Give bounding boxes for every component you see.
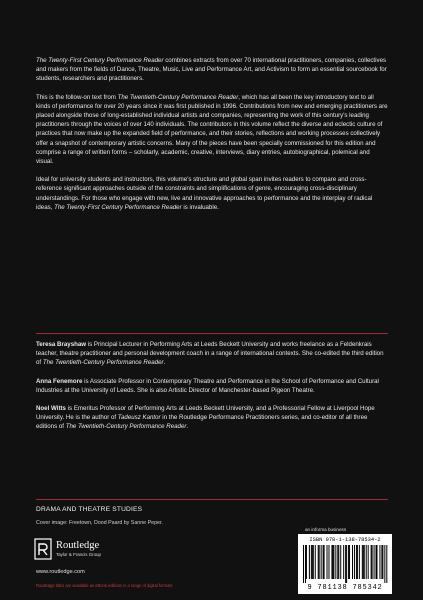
barcode-bar xyxy=(382,545,383,579)
barcode-digits: 9 781138 785342 xyxy=(307,584,383,592)
barcode-bar xyxy=(311,545,312,579)
barcode-bar xyxy=(364,545,365,579)
barcode-bar xyxy=(348,545,349,579)
book-title: The Twenty-First Century Performance Reader xyxy=(36,57,164,64)
routledge-logo-icon xyxy=(34,538,52,560)
barcode-bar xyxy=(366,545,367,579)
subject-category: DRAMA AND THEATRE STUDIES xyxy=(36,506,143,513)
barcode-bar xyxy=(346,545,347,583)
publisher-website: www.routledge.com xyxy=(36,569,85,575)
barcode-bar xyxy=(376,545,377,579)
barcode-bar xyxy=(363,545,364,579)
bio-text: is Principal Lecturer in Performing Arts at Leeds Beckett University and works freelance as a Feldenkrais teacher, theatre practitioner and personal development coach in a range of international contexts. She co-edited the third edition of xyxy=(36,341,384,367)
barcode-bar xyxy=(371,545,372,579)
barcode-bar xyxy=(305,545,306,583)
barcode-bar xyxy=(306,545,307,579)
publisher-logo xyxy=(34,538,154,568)
barcode-bar xyxy=(309,545,310,579)
barcode-bar xyxy=(318,545,319,579)
blurb-text: combines extracts from over 70 international practitioners, companies, collectives and makers from the fields of Dance, Theatre, Music, Live and Performance Art, and Activism to form an essential sourcebook for students, researchers and practitioners. xyxy=(36,57,387,83)
barcode-bar xyxy=(349,545,350,579)
barcode-bar xyxy=(386,545,387,583)
publisher-name: Routledge xyxy=(56,540,100,551)
blurb-text: , which has all been the key introductory text to all kinds of performance for over 20 years since it was first published in 1996. Contributions from new and emerging practitioners are placed alongside those of long-established individual artists and companies, representing the work of this century's leading practitioners through the voices of over 140 individuals. The contributors in this volume reflect the diverse and eclectic culture of practices that now make up the expanded field of performance, and their stories, reflections and working processes collectively offer a snapshot of contemporary artistic concerns. Many of the pieces have been specially commissioned for this edition and comprise a range of written forms – scholarly, academic, creative, interviews, diary entries, autobiographical, polemical and visual. xyxy=(36,93,388,166)
barcode-bar xyxy=(356,545,357,579)
bio-noel-witts xyxy=(36,404,388,432)
barcode-bar xyxy=(354,545,355,579)
barcode-bar xyxy=(315,545,316,579)
blurb xyxy=(36,56,388,221)
bio-text: . xyxy=(163,359,166,367)
blurb-text: This is the follow-on text from xyxy=(36,93,118,101)
author-name: Noel Witts xyxy=(36,405,66,413)
author-bios xyxy=(36,340,388,441)
barcode-bar xyxy=(312,545,313,579)
barcode-bar xyxy=(362,545,363,579)
blurb-text: Ideal for university students and instructors, this volume's structure and global span invites readers to compare and cross-reference significant approaches outside of the constraints and simplifications of genre, encouraging cross-disciplinary understandings. For those who engage with new, live and innovative approaches to performance and the interplay of radical ideas, xyxy=(36,176,373,211)
barcode-bar xyxy=(327,545,328,579)
barcode-bar xyxy=(377,545,378,579)
barcode-bar xyxy=(379,545,380,579)
barcode-bar xyxy=(368,545,369,579)
ebook-note: Routledge titles are available as eBook editions in a range of digital formats xyxy=(36,583,173,588)
book-title: The Twentieth-Century Performance Reader xyxy=(117,93,239,101)
book-title: The Twentieth-Century Performance Reader xyxy=(42,359,164,367)
barcode-bar xyxy=(319,545,320,579)
barcode-panel xyxy=(298,534,392,594)
barcode-bar xyxy=(321,545,322,579)
barcode-bar xyxy=(335,545,336,579)
barcode-bar xyxy=(357,545,358,579)
section-divider xyxy=(36,499,388,500)
barcode-bar xyxy=(313,545,314,579)
book-title: The Twenty-First Century Performance Reader xyxy=(54,203,182,211)
bio-teresa-brayshaw xyxy=(36,340,388,368)
barcode-icon xyxy=(301,545,389,583)
barcode-bar xyxy=(337,545,338,579)
blurb-paragraph-3 xyxy=(36,175,388,212)
isbn-text: ISBN 978-1-138-78534-2 xyxy=(309,537,381,543)
book-title: The Twentieth-Century Performance Reader xyxy=(65,423,187,431)
barcode-bar xyxy=(333,545,334,579)
barcode-bar xyxy=(381,545,382,579)
barcode-bar xyxy=(359,545,360,579)
barcode-bar xyxy=(303,545,304,583)
author-name: Anna Fenemore xyxy=(36,377,83,385)
barcode-bar xyxy=(345,545,346,583)
barcode-bar xyxy=(323,545,324,579)
barcode-bar xyxy=(332,545,333,579)
barcode-bar xyxy=(324,545,325,579)
barcode-bar xyxy=(343,545,344,579)
barcode-bar xyxy=(338,545,339,579)
publisher-group: Taylor & Francis Group xyxy=(56,552,101,557)
section-divider xyxy=(36,333,388,334)
barcode-bar xyxy=(328,545,329,579)
bio-text: is Associate Professor in Contemporary Theatre and Performance in the School of Performance and Cultural Industries at the University of Leeds. She is also Artistic Director of Manchester-based Pigeon Theatre. xyxy=(36,377,379,394)
barcode-bar xyxy=(352,545,353,579)
blurb-text: is invaluable. xyxy=(181,203,219,211)
cover-credit: Cover image: Freetown, Dood Paard by Sanne Peper. xyxy=(36,520,163,526)
barcode-bar xyxy=(372,545,373,579)
bio-text: . xyxy=(186,423,189,431)
informa-tagline: an informa business xyxy=(305,527,347,532)
author-name: Teresa Brayshaw xyxy=(36,341,87,348)
blurb-paragraph-1 xyxy=(36,56,388,84)
book-title: Tadeusz Kantor xyxy=(117,414,161,422)
bio-text: is Emeritus Professor of Performing Arts at Leeds Beckett University, and a Professorial Fellow at Liverpool Hope University. He is the author of xyxy=(36,405,375,422)
barcode-bar xyxy=(374,545,375,579)
barcode-bar xyxy=(340,545,341,579)
blurb-paragraph-2 xyxy=(36,93,388,167)
bio-text: in the Routledge Performance Practitioners series, and co-editor of all three editions of xyxy=(36,414,368,431)
barcode-bar xyxy=(331,545,332,579)
barcode-bar xyxy=(384,545,385,583)
bio-anna-fenemore xyxy=(36,377,388,395)
